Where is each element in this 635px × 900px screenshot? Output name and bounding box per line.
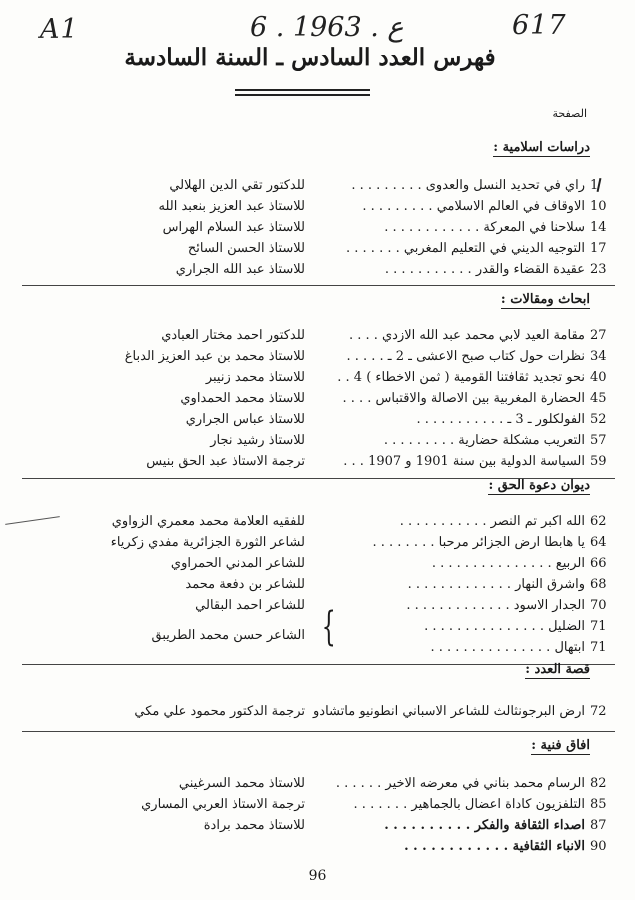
toc-row: 70 الجدار الاسود . . . . . . . . . . . . . للشاعر احمد البقالي xyxy=(195,598,607,613)
toc-row: 64 يا هابطا ارض الجزائر مرحبا . . . . . . . . لشاعر الثورة الجزائرية مفدي زكرياء xyxy=(110,535,607,550)
toc-row: 52 الفولكلور ـ 3 ـ . . . . . . . . . . . للاستاذ عباس الجراري xyxy=(185,412,607,427)
toc-row: 10 الاوقاف في العالم الاسلامي . . . . . . . . . للاستاذ عبد العزيز بنعبد الله xyxy=(158,199,607,214)
toc-row: 85 التلفزيون كاداة اعضال بالجماهير . . . . . . . ترجمة الاستاذ العربي المساري xyxy=(141,797,607,812)
toc-row: 1 راي في تحديد النسل والعدوى . . . . . . . . . للدكتور تقي الدين الهلالي xyxy=(169,178,599,193)
grouping-brace: { xyxy=(321,604,336,650)
toc-row: 71 الضليل . . . . . . . . . . . . . . . xyxy=(424,619,607,634)
handwritten-date: 6 . ع . 1963 xyxy=(250,12,404,43)
toc-row: 68 واشرق النهار . . . . . . . . . . . . . للشاعر بن دفعة محمد xyxy=(185,577,607,592)
section-heading-research-articles: ابحاث ومقالات : xyxy=(500,292,590,307)
page-column-label: الصفحة xyxy=(552,107,587,120)
section-divider xyxy=(22,731,615,732)
toc-row: 40 نحو تجديد ثقافتنا القومية ( ثمن الاخطاء ) 4 . . للاستاذ محمد زنيبر xyxy=(205,370,607,385)
toc-row: 14 سلاحنا في المعركة . . . . . . . . . . . . للاستاذ عبد السلام الهراس xyxy=(162,220,607,235)
toc-row: 17 التوجيه الديني في التعليم المغربي . . . . . . . للاستاذ الحسن السائح xyxy=(187,241,607,256)
toc-row: 66 الربيع . . . . . . . . . . . . . . . للشاعر المدني الحمراوي xyxy=(170,556,607,571)
toc-row: 57 التعريب مشكلة حضارية . . . . . . . . . للاستاذ رشيد نجار xyxy=(210,433,607,448)
title-underline-1 xyxy=(235,89,370,91)
section-heading-issue-story: قصة العدد : xyxy=(525,662,590,677)
page-title: فهرس العدد السادس ـ السنة السادسة xyxy=(124,44,496,71)
toc-row: 34 نظرات حول كتاب صبح الاعشى ـ 2 ـ . . . . . للاستاذ محمد بن عبد العزيز الدباغ xyxy=(124,349,607,364)
section-heading-poetry-diwan: ديوان دعوة الحق : xyxy=(488,478,590,493)
toc-row: 82 الرسام محمد بناني في معرضه الاخير . . . . . . للاستاذ محمد السرغيني xyxy=(178,776,607,791)
toc-row: 87 اصداء الثقافة والفكر . . . . . . . . . . للاستاذ محمد برادة xyxy=(203,818,607,833)
toc-row: 59 السياسة الدولية بين سنة 1901 و 1907 . . . ترجمة الاستاذ عبد الحق بنيس xyxy=(146,454,607,469)
section-heading-art-horizons: افاق فنية : xyxy=(531,738,590,753)
toc-row: 90 الانباء الثقافية . . . . . . . . . . . . xyxy=(404,839,607,854)
toc-row: 71 ابتهال . . . . . . . . . . . . . . . الشاعر حسن محمد الطريبق xyxy=(151,628,607,655)
toc-row: 45 الحضارة المغربية بين الاصالة والاقتباس . . . . للاستاذ محمد الحمداوي xyxy=(180,391,607,406)
toc-row: 72 ارض البرجونثالث للشاعر الاسباني انطونيو ماتشادو ترجمة الدكتور محمود علي مكي xyxy=(134,704,607,719)
toc-row: 27 مقامة العيد لابي محمد عبد الله الازدي . . . . للدكتور احمد مختار العبادي xyxy=(161,328,607,343)
section-heading-islamic-studies: دراسات اسلامية : xyxy=(493,140,590,155)
toc-row: 23 عقيدة القضاء والقدر . . . . . . . . . . . للاستاذ عبد الله الجراري xyxy=(175,262,607,277)
page-number: 96 xyxy=(308,868,327,884)
handwritten-code: A1 xyxy=(40,14,79,45)
toc-row: 62 الله اكبر تم النصر . . . . . . . . . . . للفقيه العلامة محمد معمري الزواوي xyxy=(111,514,607,529)
section-divider xyxy=(22,285,615,286)
handwritten-ref: 617 xyxy=(512,10,567,41)
title-underline-2 xyxy=(235,94,370,96)
